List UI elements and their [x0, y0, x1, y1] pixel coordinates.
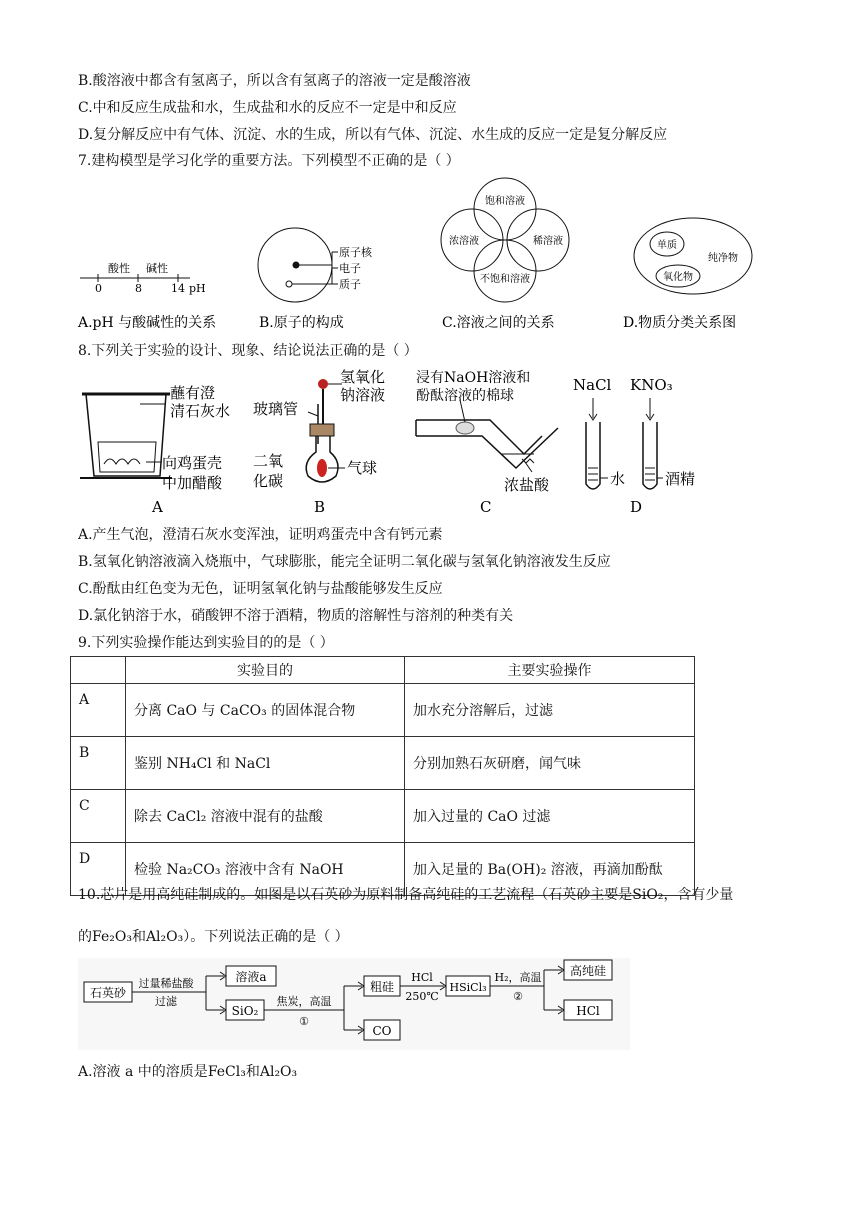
- d-label-alcohol: 酒精: [665, 470, 696, 488]
- q8-option-b: B.氢氧化钠溶液滴入烧瓶中，气球膨胀，能完全证明二氧化碳与氢氧化钠溶液发生反应: [78, 554, 611, 570]
- row-goal: 检验 Na₂CO₃ 溶液中含有 NaOH: [126, 843, 405, 896]
- table-row: [71, 737, 695, 790]
- row-operation: 加入过量的 CaO 过滤: [405, 790, 695, 843]
- atom-model: [258, 228, 373, 302]
- q10-text-2a: 的: [78, 929, 92, 945]
- row-operation: 加水充分溶解后，过滤: [405, 684, 695, 737]
- label-c: C: [480, 498, 492, 516]
- q7-figures: [70, 172, 770, 337]
- b-label-4: 二氧: [253, 452, 284, 470]
- a-label-4: 中加醋酸: [162, 474, 223, 492]
- q6-option-d: D.复分解反应中有气体、沉淀、水的生成，所以有气体、沉淀、水生成的反应一定是复分解反应: [78, 127, 668, 143]
- flow-quartz: 石英砂: [89, 986, 127, 1000]
- label-a: A: [152, 498, 163, 516]
- label-b: B: [314, 498, 326, 516]
- venn-unsaturated: 不饱和溶液: [480, 274, 530, 285]
- apparatus-c: [416, 369, 558, 516]
- q10-stem-2: [78, 926, 349, 946]
- flow-hcl-out: HCl: [576, 1004, 600, 1018]
- q10-option-a: [78, 1061, 297, 1081]
- classification-model: [634, 218, 752, 294]
- d-label-water: 水: [610, 470, 626, 488]
- flow-co: CO: [372, 1024, 392, 1038]
- q8-option-a: A.产生气泡，澄清石灰水变浑浊，证明鸡蛋壳中含有钙元素: [78, 527, 443, 543]
- flow-cond-1: 焦炭，高温: [276, 995, 332, 1008]
- flow-filter: 过滤: [155, 995, 177, 1008]
- flow-pure-si: 高纯硅: [569, 964, 607, 978]
- flow-acid: 过量稀盐酸: [138, 977, 194, 990]
- venn-concentrated: 浓溶液: [449, 236, 479, 247]
- q10a-al2o3: Al₂O₃: [259, 1064, 298, 1080]
- b-label-5: 化碳: [253, 472, 284, 490]
- q6-option-b: B.酸溶液中都含有氢离子，所以含有氢离子的溶液一定是酸溶液: [78, 73, 471, 89]
- apparatus-a: [80, 384, 230, 516]
- row-key: D: [71, 843, 126, 896]
- q10-text-1b: ，含有少量: [663, 887, 734, 903]
- row-operation: 分别加熟石灰研磨，闻气味: [405, 737, 695, 790]
- atom-nucleus-label: 原子核: [339, 246, 372, 259]
- row-goal: 分离 CaO 与 CaCO₃ 的固体混合物: [126, 684, 405, 737]
- row-key: B: [71, 737, 126, 790]
- atom-proton-label: 质子: [339, 278, 361, 291]
- ph-acid-label: 酸性: [108, 262, 130, 275]
- row-key: C: [71, 790, 126, 843]
- flow-step-1: ①: [299, 1015, 309, 1028]
- q9-stem: 9.下列实验操作能达到实验目的的是（ ）: [78, 635, 334, 651]
- flow-solution-a: 溶液a: [235, 970, 267, 984]
- q10-fe2o3: Fe₂O₃: [92, 929, 132, 945]
- c-label-1: 浸有NaOH溶液和: [416, 370, 531, 386]
- table-row: [71, 684, 695, 737]
- apparatus-b: [253, 368, 385, 516]
- q8-option-c: C.酚酞由红色变为无色，证明氢氧化钠与盐酸能够发生反应: [78, 581, 443, 597]
- d-label-kno3: KNO₃: [630, 376, 673, 394]
- table-header-row: [71, 657, 695, 684]
- q10-text-2c: ）。下列说法正确的是（ ）: [183, 929, 349, 945]
- a-label-3: 向鸡蛋壳: [162, 454, 223, 472]
- row-key: A: [71, 684, 126, 737]
- q9-table: [70, 656, 695, 896]
- q7-stem: 7.建构模型是学习化学的重要方法。下列模型不正确的是（ ）: [78, 153, 460, 169]
- q10-flowchart: [78, 958, 630, 1050]
- q7-option-c: C.溶液之间的关系: [442, 315, 555, 331]
- flow-hcl: HCl: [411, 971, 433, 984]
- b-label-3: 玻璃管: [253, 400, 299, 418]
- flow-sio2: SiO₂: [231, 1004, 259, 1018]
- solution-venn: [441, 178, 569, 302]
- q7-option-a: A.pH 与酸碱性的关系: [78, 315, 217, 331]
- ph-model: [80, 261, 206, 295]
- ph-tick-0: 0: [95, 282, 102, 295]
- q10a-and: 和: [245, 1064, 260, 1080]
- q6-option-c: C.中和反应生成盐和水，生成盐和水的反应不一定是中和反应: [78, 100, 457, 116]
- ph-tick-14: 14: [171, 282, 185, 295]
- q7-option-b: B.原子的构成: [259, 315, 344, 331]
- q8-stem: 8.下列关于实验的设计、现象、结论说法正确的是（ ）: [78, 343, 418, 359]
- c-label-2: 酚酞溶液的棉球: [416, 388, 514, 404]
- a-label-1: 蘸有澄: [170, 384, 216, 402]
- q8-figures: [70, 364, 770, 520]
- q10-sio2: SiO₂: [632, 887, 664, 903]
- apparatus-d: [573, 376, 695, 516]
- flow-crude-si: 粗硅: [369, 980, 395, 994]
- d-label-nacl: NaCl: [573, 376, 612, 394]
- q10-text-1: 10.芯片是用高纯硅制成的。如图是以石英砂为原料制备高纯硅的工艺流程（石英砂主要是: [78, 887, 633, 903]
- venn-saturated: 饱和溶液: [485, 196, 525, 207]
- flow-step-2: ②: [513, 990, 523, 1003]
- header-operation: 主要实验操作: [405, 657, 695, 684]
- class-element: 单质: [657, 240, 677, 251]
- ph-unit: pH: [189, 282, 206, 295]
- row-goal: 鉴别 NH₄Cl 和 NaCl: [126, 737, 405, 790]
- q7-option-d: D.物质分类关系图: [623, 315, 737, 331]
- row-operation: 加入足量的 Ba(OH)₂ 溶液，再滴加酚酞: [405, 843, 695, 896]
- class-oxide: 氧化物: [663, 272, 693, 283]
- b-label-6: 气球: [347, 459, 378, 477]
- table-row: [71, 790, 695, 843]
- class-pure: 纯净物: [708, 253, 738, 264]
- a-label-2: 清石灰水: [170, 402, 231, 420]
- q10a-fecl3: FeCl₃: [207, 1064, 246, 1080]
- ph-base-label: 碱性: [146, 262, 168, 275]
- row-goal: 除去 CaCl₂ 溶液中混有的盐酸: [126, 790, 405, 843]
- c-label-3: 浓盐酸: [504, 476, 550, 494]
- q8-option-d: D.氯化钠溶于水，硝酸钾不溶于酒精，物质的溶解性与溶剂的种类有关: [78, 608, 514, 624]
- ph-tick-8: 8: [135, 282, 142, 295]
- b-label-2: 钠溶液: [340, 386, 386, 404]
- header-goal: 实验目的: [126, 657, 405, 684]
- q10a-text: A.溶液 a 中的溶质是: [78, 1064, 208, 1080]
- flow-hsicl3: HSiCl₃: [449, 981, 487, 994]
- venn-dilute: 稀溶液: [533, 236, 563, 247]
- q10-text-2b: 和: [131, 929, 146, 945]
- header-key: [71, 657, 126, 684]
- q10-stem-1: [78, 884, 733, 904]
- atom-electron-label: 电子: [339, 262, 361, 275]
- flow-temp: 250℃: [405, 990, 439, 1003]
- label-d: D: [630, 498, 643, 516]
- b-label-1: 氢氧化: [340, 368, 386, 386]
- flow-cond-2: H₂，高温: [494, 971, 542, 984]
- q10-al2o3: Al₂O₃: [145, 929, 184, 945]
